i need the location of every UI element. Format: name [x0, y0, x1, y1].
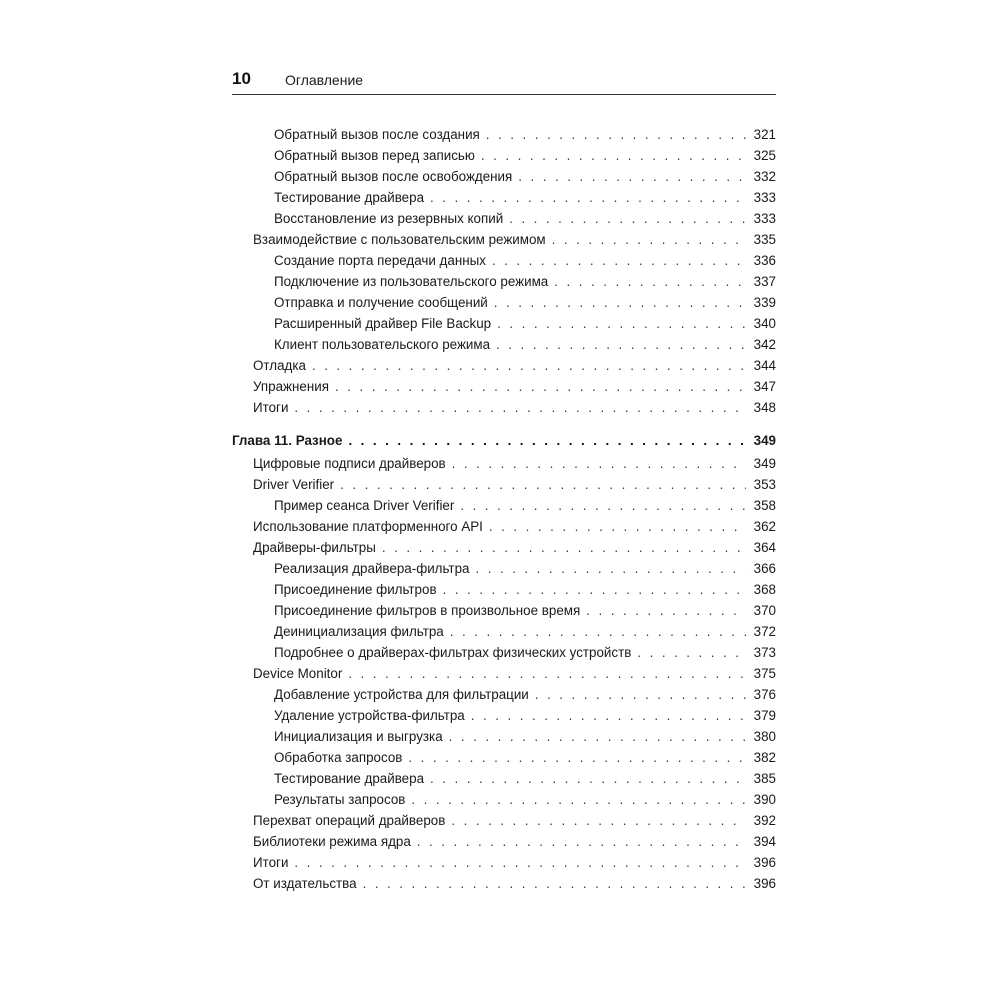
toc-entry-page-number: 337 [753, 274, 776, 289]
toc-entry-page-number: 392 [753, 813, 776, 828]
toc-entry[interactable] [232, 537, 776, 558]
toc-entry-title: Обратный вызов после освобождения [274, 169, 513, 184]
toc-entry[interactable] [232, 271, 776, 292]
toc-entry-title: Отладка [253, 358, 306, 373]
toc-entry-title: Подробнее о драйверах-фильтрах физических устройств [274, 645, 632, 660]
toc-dot-leader [340, 474, 746, 495]
toc-dot-leader [496, 334, 746, 355]
toc-entry[interactable] [232, 516, 776, 537]
toc-entry-title: Библиотеки режима ядра [253, 834, 411, 849]
toc-entry[interactable] [232, 600, 776, 621]
toc-entry-title: Использование платформенного API [253, 519, 483, 534]
toc-dot-leader [451, 810, 746, 831]
toc-dot-leader [452, 453, 746, 474]
toc-entry-page-number: 382 [753, 750, 776, 765]
toc-dot-leader [552, 229, 746, 250]
toc-entry-page-number: 349 [753, 433, 776, 448]
toc-dot-leader [497, 313, 746, 334]
toc-dot-leader [430, 187, 746, 208]
toc-entry-title: Итоги [253, 400, 289, 415]
toc-entry-title: Удаление устройства-фильтра [274, 708, 465, 723]
toc-entry-title: Деинициализация фильтра [274, 624, 444, 639]
toc-dot-leader [312, 355, 746, 376]
toc-entry-page-number: 358 [753, 498, 776, 513]
toc-entry[interactable] [232, 229, 776, 250]
toc-entry-title: Подключение из пользовательского режима [274, 274, 549, 289]
toc-entry-page-number: 376 [753, 687, 776, 702]
toc-entry-title: Инициализация и выгрузка [274, 729, 443, 744]
toc-entry[interactable] [232, 621, 776, 642]
toc-entry[interactable] [232, 663, 776, 684]
toc-dot-leader [509, 208, 746, 229]
toc-dot-leader [481, 145, 746, 166]
toc-dot-leader [348, 663, 746, 684]
toc-entry-title: Создание порта передачи данных [274, 253, 486, 268]
toc-entry-page-number: 344 [753, 358, 776, 373]
toc-entry[interactable] [232, 810, 776, 831]
toc-entry-title: Клиент пользовательского режима [274, 337, 491, 352]
toc-entry[interactable] [232, 579, 776, 600]
toc-entry-title: Тестирование драйвера [274, 771, 425, 786]
toc-entry[interactable] [232, 558, 776, 579]
toc-entry-page-number: 370 [753, 603, 776, 618]
toc-entry-page-number: 396 [753, 876, 776, 891]
toc-dot-leader [449, 726, 746, 747]
toc-entry[interactable] [232, 187, 776, 208]
toc-entry-page-number: 332 [753, 169, 776, 184]
toc-entry[interactable] [232, 453, 776, 474]
toc-dot-leader [363, 873, 746, 894]
toc-dot-leader [348, 430, 746, 451]
toc-entry-title: Device Monitor [253, 666, 343, 681]
toc-entry-title: Обработка запросов [274, 750, 403, 765]
toc-entry-title: Добавление устройства для фильтрации [274, 687, 529, 702]
toc-entry-page-number: 368 [753, 582, 776, 597]
toc-dot-leader [382, 537, 746, 558]
toc-entry[interactable] [232, 642, 776, 663]
toc-entry[interactable] [232, 684, 776, 705]
toc-entry[interactable] [232, 831, 776, 852]
toc-entry-title: Driver Verifier [253, 477, 335, 492]
toc-entry[interactable] [232, 145, 776, 166]
toc-dot-leader [554, 271, 746, 292]
toc-entry[interactable] [232, 873, 776, 894]
toc-dot-leader [489, 516, 746, 537]
toc-entry-page-number: 353 [753, 477, 776, 492]
toc-entry-page-number: 325 [753, 148, 776, 163]
toc-dot-leader [443, 579, 746, 600]
toc-dot-leader [518, 166, 746, 187]
toc-entry-title: Взаимодействие с пользовательским режимом [253, 232, 546, 247]
toc-dot-leader [471, 705, 746, 726]
toc-entry[interactable] [232, 292, 776, 313]
page-number: 10 [232, 69, 251, 88]
toc-dot-leader [637, 642, 746, 663]
toc-entry-title: Тестирование драйвера [274, 190, 425, 205]
toc-entry-page-number: 394 [753, 834, 776, 849]
toc-entry-title: Обратный вызов перед записью [274, 148, 475, 163]
toc-entry[interactable] [232, 768, 776, 789]
toc-entry-page-number: 380 [753, 729, 776, 744]
toc-entry[interactable] [232, 705, 776, 726]
toc-chapter-entry[interactable] [232, 430, 776, 451]
toc-entry-title: От издательства [253, 876, 357, 891]
toc-entry[interactable] [232, 355, 776, 376]
toc-entry[interactable] [232, 166, 776, 187]
toc-entry-page-number: 385 [753, 771, 776, 786]
toc-dot-leader [408, 747, 746, 768]
toc-dot-leader [417, 831, 746, 852]
toc-entry[interactable] [232, 334, 776, 355]
toc-entry[interactable] [232, 474, 776, 495]
toc-entry[interactable] [232, 124, 776, 145]
toc-dot-leader [411, 789, 746, 810]
toc-entry-page-number: 347 [753, 379, 776, 394]
toc-entry[interactable] [232, 397, 776, 418]
toc-entry-page-number: 333 [753, 211, 776, 226]
toc-dot-leader [535, 684, 746, 705]
toc-entry-page-number: 348 [753, 400, 776, 415]
toc-entry-title: Упражнения [253, 379, 329, 394]
toc-entry[interactable] [232, 495, 776, 516]
toc-entry-page-number: 379 [753, 708, 776, 723]
toc-entry-page-number: 342 [753, 337, 776, 352]
toc-entry-title: Восстановление из резервных копий [274, 211, 504, 226]
toc-dot-leader [586, 600, 746, 621]
toc-entry[interactable] [232, 789, 776, 810]
toc-entry-page-number: 375 [753, 666, 776, 681]
toc-entry-page-number: 340 [753, 316, 776, 331]
toc-dot-leader [294, 852, 746, 873]
toc-dot-leader [294, 397, 746, 418]
toc-dot-leader [460, 495, 746, 516]
toc-entry-page-number: 390 [753, 792, 776, 807]
toc-entry-title: Обратный вызов после создания [274, 127, 480, 142]
toc-entry-title: Присоединение фильтров [274, 582, 437, 597]
toc-entry-page-number: 396 [753, 855, 776, 870]
toc-entry-page-number: 321 [753, 127, 776, 142]
toc-entry[interactable] [232, 726, 776, 747]
table-of-contents [232, 124, 776, 894]
toc-entry[interactable] [232, 376, 776, 397]
toc-entry-title: Драйверы-фильтры [253, 540, 376, 555]
toc-entry-title: Цифровые подписи драйверов [253, 456, 446, 471]
toc-entry-page-number: 362 [753, 519, 776, 534]
toc-entry-page-number: 349 [753, 456, 776, 471]
toc-dot-leader [494, 292, 746, 313]
toc-dot-leader [335, 376, 746, 397]
toc-entry-title: Расширенный драйвер File Backup [274, 316, 492, 331]
toc-entry-title: Отправка и получение сообщений [274, 295, 488, 310]
toc-entry[interactable] [232, 747, 776, 768]
toc-entry-page-number: 372 [753, 624, 776, 639]
toc-entry[interactable] [232, 250, 776, 271]
toc-entry-title: Итоги [253, 855, 289, 870]
toc-entry-page-number: 336 [753, 253, 776, 268]
toc-entry-title: Глава 11. Разное [232, 433, 343, 448]
toc-entry-page-number: 339 [753, 295, 776, 310]
toc-dot-leader [486, 124, 746, 145]
toc-entry-title: Результаты запросов [274, 792, 406, 807]
toc-dot-leader [430, 768, 746, 789]
section-title: Оглавление [285, 72, 364, 88]
toc-entry[interactable] [232, 852, 776, 873]
toc-entry-page-number: 335 [753, 232, 776, 247]
toc-entry-page-number: 366 [753, 561, 776, 576]
toc-entry-page-number: 364 [753, 540, 776, 555]
toc-entry[interactable] [232, 313, 776, 334]
toc-entry-title: Пример сеанса Driver Verifier [274, 498, 455, 513]
toc-entry-page-number: 373 [753, 645, 776, 660]
toc-entry[interactable] [232, 208, 776, 229]
toc-entry-title: Перехват операций драйверов [253, 813, 446, 828]
toc-dot-leader [475, 558, 746, 579]
toc-entry-title: Присоединение фильтров в произвольное время [274, 603, 581, 618]
toc-entry-title: Реализация драйвера-фильтра [274, 561, 470, 576]
toc-dot-leader [492, 250, 746, 271]
toc-dot-leader [450, 621, 746, 642]
running-header [232, 68, 776, 95]
toc-entry-page-number: 333 [753, 190, 776, 205]
